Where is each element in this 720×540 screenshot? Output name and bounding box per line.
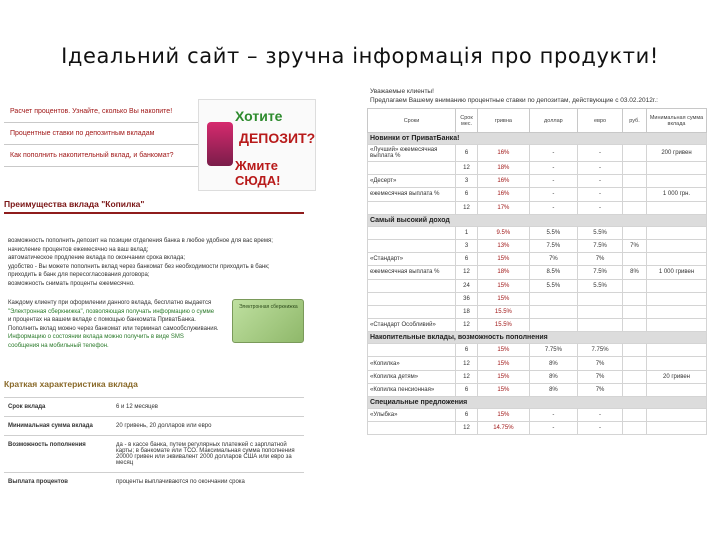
column-header: доллар: [529, 109, 577, 133]
table-cell: 20 гривень, 20 долларов или евро: [112, 417, 304, 436]
cell-uah: 15%: [478, 409, 530, 422]
column-header: Срок мес.: [456, 109, 478, 133]
cell-min: [647, 175, 707, 188]
rates-body: [368, 133, 707, 435]
cell-name: [368, 292, 456, 305]
table-cell: проценты выплачиваются по окончании срока: [112, 473, 304, 492]
table-cell: 6 и 12 месяцев: [112, 398, 304, 417]
cell-eur: 7%: [578, 357, 623, 370]
cell-term: 12: [456, 162, 478, 175]
cell-min: [647, 201, 707, 214]
cell-uah: 14.75%: [478, 422, 530, 435]
cell-uah: 16%: [478, 188, 530, 201]
table-cell: да - в кассе банка, путем регулярных платежей с зарплатной карты; в банкомате или ТСО. Максимальная сумма пополнения 20000 гривен или эквивалент 2000 долларов США или евро за месяц: [112, 436, 304, 473]
table-row: [368, 292, 707, 305]
slide-title: Ідеальний сайт – зручна інформація про продукти!: [61, 44, 659, 68]
cell-term: 12: [456, 266, 478, 279]
cell-min: 20 гривен: [647, 370, 707, 383]
banner-link[interactable]: Процентные ставки по депозитным вкладам: [4, 123, 199, 145]
cell-term: 6: [456, 344, 478, 357]
cell-eur: 5.5%: [578, 279, 623, 292]
cell-uah: 18%: [478, 266, 530, 279]
cell-usd: 5.5%: [529, 279, 577, 292]
cell-usd: -: [529, 409, 577, 422]
rates-intro: [367, 87, 707, 105]
cell-term: 6: [456, 383, 478, 396]
table-row: [368, 162, 707, 175]
cell-uah: 15%: [478, 292, 530, 305]
cell-term: 6: [456, 253, 478, 266]
table-row: [4, 436, 304, 473]
ad-line: ДЕПОЗИТ?: [239, 130, 316, 146]
cell-min: [647, 422, 707, 435]
table-row: [368, 305, 707, 318]
cell-name: «Десерт»: [368, 175, 456, 188]
banner-link[interactable]: Как пополнить накопительный вклад, и банкомат?: [4, 145, 199, 167]
characteristics-table: [4, 397, 304, 491]
cell-uah: 15%: [478, 344, 530, 357]
cell-usd: -: [529, 162, 577, 175]
cell-term: 6: [456, 188, 478, 201]
cell-eur: -: [578, 422, 623, 435]
list-item: приходить в банк для пересогласования договора;: [8, 272, 150, 279]
group-header-row: [368, 133, 707, 145]
banner-link[interactable]: Расчет процентов. Узнайте, сколько Вы накопите!: [4, 101, 199, 123]
cell-name: «Стандарт Особливий»: [368, 319, 456, 332]
cell-uah: 15.5%: [478, 305, 530, 318]
cell-rub: [623, 422, 647, 435]
cell-usd: 8.5%: [529, 266, 577, 279]
table-row: [4, 473, 304, 492]
cell-min: [647, 409, 707, 422]
cell-rub: [623, 145, 647, 162]
rates-table: [367, 108, 707, 435]
cell-min: [647, 292, 707, 305]
column-header: Минимальная сумма вклада: [647, 109, 707, 133]
cell-name: «Стандарт»: [368, 253, 456, 266]
cell-eur: -: [578, 409, 623, 422]
table-cell: Срок вклада: [4, 398, 112, 417]
cell-min: [647, 357, 707, 370]
cell-name: ежемесячная выплата %: [368, 188, 456, 201]
cell-rub: [623, 370, 647, 383]
cell-term: 1: [456, 226, 478, 239]
list-item: автоматическое продление вклада по окончании срока вклада;: [8, 255, 186, 262]
column-header: евро: [578, 109, 623, 133]
list-item: "Электронная сберкнижка", позволяющая получать информацию о сумме: [8, 308, 215, 315]
cell-term: 12: [456, 319, 478, 332]
cell-term: 3: [456, 175, 478, 188]
cell-term: 6: [456, 145, 478, 162]
table-row: [368, 188, 707, 201]
cell-usd: 7.5%: [529, 239, 577, 252]
cell-usd: -: [529, 422, 577, 435]
card-label: Электронная сберкнижка: [239, 304, 298, 310]
table-row: [368, 145, 707, 162]
cell-uah: 17%: [478, 201, 530, 214]
cell-term: 24: [456, 279, 478, 292]
table-cell: Возможность пополнения: [4, 436, 112, 473]
cell-usd: -: [529, 175, 577, 188]
card-description: [8, 299, 219, 351]
cell-name: [368, 201, 456, 214]
cell-name: «Лучший» ежемесячная выплата %: [368, 145, 456, 162]
cell-rub: [623, 305, 647, 318]
list-item: и процентах на вашем вкладе с помощью банкомата ПриватБанка.: [8, 317, 196, 324]
table-row: [368, 357, 707, 370]
cell-name: «Копилка детям»: [368, 370, 456, 383]
cell-uah: 15%: [478, 370, 530, 383]
cell-rub: [623, 279, 647, 292]
column-header: гривна: [478, 109, 530, 133]
cell-min: [647, 305, 707, 318]
cell-rub: [623, 292, 647, 305]
cell-term: 12: [456, 422, 478, 435]
column-header: Сроки: [368, 109, 456, 133]
cell-min: 200 гривен: [647, 145, 707, 162]
banner-links: [4, 101, 199, 167]
deposit-ad-banner[interactable]: [198, 99, 316, 191]
cell-uah: 15.5%: [478, 319, 530, 332]
cell-min: [647, 344, 707, 357]
cell-min: [647, 383, 707, 396]
cell-min: [647, 279, 707, 292]
cell-usd: 7%: [529, 253, 577, 266]
table-row: [368, 344, 707, 357]
cell-eur: 7.75%: [578, 344, 623, 357]
cell-name: [368, 239, 456, 252]
group-header-row: [368, 332, 707, 344]
cell-name: «Копилка»: [368, 357, 456, 370]
cell-name: «Копилка пенсионная»: [368, 383, 456, 396]
cell-eur: 7.5%: [578, 239, 623, 252]
rates-screenshot: [367, 87, 707, 540]
cell-term: 3: [456, 239, 478, 252]
cell-eur: [578, 319, 623, 332]
table-row: [368, 370, 707, 383]
cell-usd: 5.5%: [529, 226, 577, 239]
cell-eur: 7%: [578, 383, 623, 396]
intro-line: Уважаемые клиенты!: [370, 88, 434, 95]
cell-rub: [623, 319, 647, 332]
cell-eur: -: [578, 188, 623, 201]
list-item: Информацию о состоянии вклада можно получить в виде SMS: [8, 334, 184, 341]
cell-name: «Улыбка»: [368, 409, 456, 422]
cell-eur: 7%: [578, 253, 623, 266]
cell-rub: [623, 357, 647, 370]
table-row: [368, 239, 707, 252]
cell-term: 18: [456, 305, 478, 318]
cell-name: ежемесячная выплата %: [368, 266, 456, 279]
table-row: [368, 226, 707, 239]
cell-usd: [529, 292, 577, 305]
table-row: [368, 201, 707, 214]
group-header-row: [368, 397, 707, 409]
characteristics-title: Краткая характеристика вклада: [4, 379, 138, 389]
cell-uah: 13%: [478, 239, 530, 252]
cell-term: 36: [456, 292, 478, 305]
cell-usd: -: [529, 188, 577, 201]
cell-usd: 8%: [529, 357, 577, 370]
cell-min: 1 000 грн.: [647, 188, 707, 201]
table-cell: Выплата процентов: [4, 473, 112, 492]
cell-rub: [623, 383, 647, 396]
cell-uah: 18%: [478, 162, 530, 175]
column-header: руб.: [623, 109, 647, 133]
cell-term: 12: [456, 370, 478, 383]
cell-name: [368, 305, 456, 318]
list-item: возможность пополнить депозит на позиции отделения банка в любое удобное для вас время;: [8, 238, 273, 244]
advantages-list: [8, 237, 273, 289]
cell-rub: [623, 188, 647, 201]
cell-rub: [623, 253, 647, 266]
table-row: [4, 417, 304, 436]
cell-rub: 8%: [623, 266, 647, 279]
cell-uah: 15%: [478, 383, 530, 396]
list-item: удобство - Вы можете пополнить вклад через банкомат без необходимости приходить в банк;: [8, 263, 270, 270]
cell-uah: 15%: [478, 279, 530, 292]
cell-rub: [623, 344, 647, 357]
table-row: [368, 266, 707, 279]
cell-min: 1 000 гривен: [647, 266, 707, 279]
cell-eur: -: [578, 145, 623, 162]
table-row: [368, 319, 707, 332]
cell-uah: 16%: [478, 175, 530, 188]
cell-usd: -: [529, 145, 577, 162]
cell-min: [647, 239, 707, 252]
cell-eur: 5.5%: [578, 226, 623, 239]
cell-term: 12: [456, 201, 478, 214]
table-row: [368, 279, 707, 292]
cell-min: [647, 162, 707, 175]
cell-name: [368, 226, 456, 239]
cell-name: [368, 279, 456, 292]
cell-rub: 7%: [623, 239, 647, 252]
group-title: Накопительные вклады, возможность пополнения: [368, 332, 707, 344]
piggy-bank-icon: [207, 122, 233, 166]
cell-eur: -: [578, 175, 623, 188]
cell-eur: [578, 305, 623, 318]
cell-rub: [623, 201, 647, 214]
list-item: Каждому клиенту при оформлении данного вклада, бесплатно выдается: [8, 300, 212, 306]
list-item: сообщения на мобильный телефон.: [8, 342, 109, 349]
cell-term: 12: [456, 357, 478, 370]
group-title: Самый высокий доход: [368, 214, 707, 226]
cell-uah: 16%: [478, 145, 530, 162]
table-row: [368, 409, 707, 422]
list-item: возможность снимать проценты ежемесячно.: [8, 280, 135, 287]
cell-eur: 7%: [578, 370, 623, 383]
table-header-row: [368, 109, 707, 133]
group-title: Новинки от ПриватБанка!: [368, 133, 707, 145]
list-item: Пополнить вклад можно через банкомат или терминал самообслуживания.: [8, 325, 219, 332]
cell-min: [647, 253, 707, 266]
cell-usd: [529, 305, 577, 318]
group-title: Специальные предложения: [368, 397, 707, 409]
cell-uah: 15%: [478, 253, 530, 266]
cell-min: [647, 226, 707, 239]
ad-line: Жмите СЮДА!: [235, 158, 281, 188]
ad-line: Хотите: [235, 108, 283, 124]
group-header-row: [368, 214, 707, 226]
cell-name: [368, 344, 456, 357]
left-screenshot: [0, 95, 318, 540]
cell-eur: -: [578, 162, 623, 175]
cell-eur: -: [578, 201, 623, 214]
advantages-title: Преимущества вклада "Копилка": [4, 199, 304, 214]
table-row: [368, 175, 707, 188]
cell-usd: 8%: [529, 370, 577, 383]
list-item: начисление процентов ежемесячно на ваш вклад;: [8, 246, 149, 253]
cell-usd: 7.75%: [529, 344, 577, 357]
cell-eur: [578, 292, 623, 305]
cell-uah: 9.5%: [478, 226, 530, 239]
table-row: [4, 398, 304, 417]
cell-eur: 7.5%: [578, 266, 623, 279]
table-row: [368, 422, 707, 435]
cell-term: 6: [456, 409, 478, 422]
cell-uah: 15%: [478, 357, 530, 370]
table-cell: Минимальная сумма вклада: [4, 417, 112, 436]
cell-min: [647, 319, 707, 332]
cell-name: [368, 162, 456, 175]
cell-name: [368, 422, 456, 435]
cell-usd: 8%: [529, 383, 577, 396]
table-row: [368, 253, 707, 266]
cell-rub: [623, 175, 647, 188]
cell-rub: [623, 162, 647, 175]
cell-usd: -: [529, 201, 577, 214]
cell-usd: [529, 319, 577, 332]
savings-card-image: [232, 299, 304, 343]
intro-line: Предлагаем Вашему вниманию процентные ставки по депозитам, действующие с 03.02.2012г.:: [370, 97, 658, 104]
cell-rub: [623, 409, 647, 422]
cell-rub: [623, 226, 647, 239]
table-row: [368, 383, 707, 396]
